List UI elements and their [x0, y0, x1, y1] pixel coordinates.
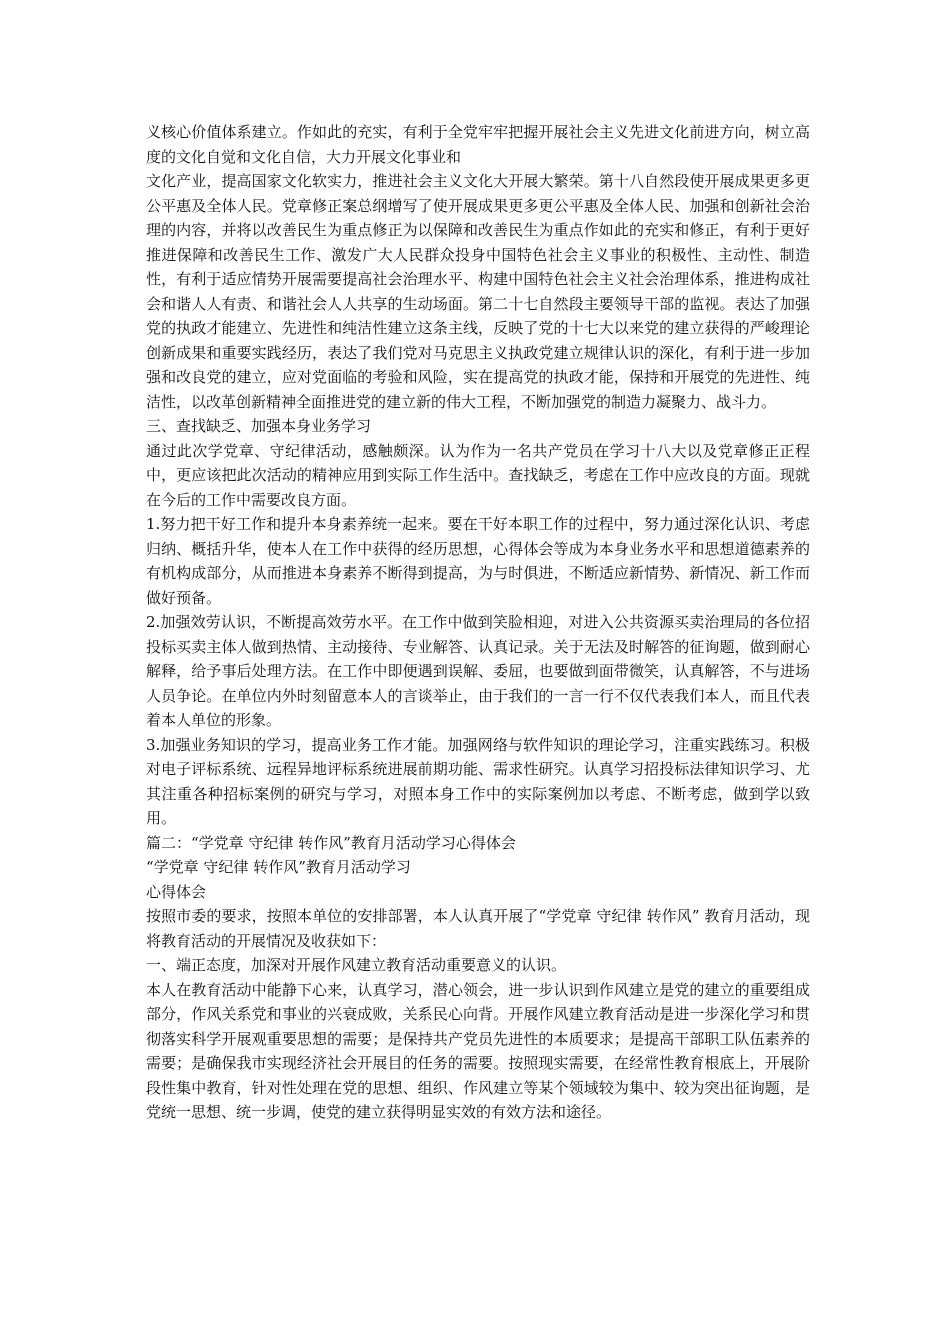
list-item-3: 3.加强业务知识的学习，提高业务工作才能。加强网络与软件知识的理论学习，注重实践练习。积极对电子评标系统、远程异地评标系统进展前期功能、需求性研究。认真学习招投标法律知识学习、尤其注重各种招标案例的研究与学习，对照本身工作中的实际案例加以考虑、不断考虑，做到学以致用。 [146, 735, 810, 827]
article-subtitle: 心得体会 [146, 882, 207, 901]
list-item-2: 2.加强效劳认识，不断提高效劳水平。在工作中做到笑脸相迎，对进入公共资源买卖治理局的各位招投标买卖主体人做到热情、主动接待、专业解答、认真记录。关于无法及时解答的征询题，做到耐心解释，给予事后处理方法。在工作中即便遇到误解、委屈，也要做到面带微笑，认真解答，不与进场人员争论。在单位内外时刻留意本人的言谈举止，由于我们的一言一行不仅代表我们本人，而且代表着本人单位的形象。 [146, 613, 810, 729]
article-title: “学党章 守纪律 转作风”教育月活动学习 [146, 858, 411, 876]
section-heading-1: 一、端正态度，加深对开展作风建立教育活动重要意义的认识。 [146, 956, 567, 974]
section-heading-3: 三、查找缺乏、加强本身业务学习 [146, 417, 372, 435]
paragraph-culture-industry: 文化产业，提高国家文化软实力，推进社会主义文化大开展大繁荣。第十八自然段使开展成果更多更公平惠及全体人民。党章修正案总纲增写了使开展成果更多更公平惠及全体人民、加强和创新社会治理的内容，并将以改善民生为重点修正为以保障和改善民生为重点作如此的充实和修正，有利于更好推进保障和改善民生工作、激发广大人民群众投身中国特色社会主义事业的积极性、主动性、制造性，有利于适应情势开展需要提高社会治理水平、构建中国特色社会主义社会治理体系，推进构成社会和谐人人有责、和谐社会人人共享的生动场面。第二十七自然段主要领导干部的监视。表达了加强党的执政才能建立、先进性和纯洁性建立这条主线，反映了党的十七大以来党的建立获得的严峻理论创新成果和重要实践经历，表达了我们党对马克思主义执政党建立规律认识的深化，有利于进一步加强和改良党的建立，应对党面临的考验和风险，实在提高党的执政才能，保持和开展党的先进性、纯洁性，以改革创新精神全面推进党的建立新的伟大工程，不断加强党的制造力凝聚力、战斗力。 [146, 172, 810, 411]
part-two-heading: 篇二：“学党章 守纪律 转作风”教育月活动学习心得体会 [146, 833, 516, 852]
paragraph-education-body: 本人在教育活动中能静下心来，认真学习，潜心领会，进一步认识到作风建立是党的建立的重要组成部分，作风关系党和事业的兴衰成败，关系民心向背。开展作风建立教育活动是进一步深化学习和贯彻落实科学开展观重要思想的需要；是保持共产党员先进性的本质要求；是提高干部职工队伍素养的需要；是确保我市实现经济社会开展目的任务的需要。按照现实需要，在经常性教育根底上，开展阶段性集中教育，针对性处理在党的思想、组织、作风建立等某个领域较为集中、较为突出征询题，是党统一思想、统一步调，使党的建立获得明显实效的有效方法和途径。 [146, 980, 810, 1121]
paragraph-activity-feelings: 通过此次学党章、守纪律活动，感触颇深。认为作为一名共产党员在学习十八大以及党章修正正程中，更应该把此次活动的精神应用到实际工作生活中。查找缺乏，考虑在工作中应改良的方面。现就在今后的工作中需要改良方面。 [146, 441, 810, 509]
paragraph-intro-continuation: 义核心价值体系建立。作如此的充实，有利于全党牢牢把握开展社会主义先进文化前进方向，树立高度的文化自觉和文化自信，大力开展文化事业和 [146, 123, 810, 166]
document-body [146, 120, 810, 1125]
paragraph-opening: 按照市委的要求，按照本单位的安排部署，本人认真开展了“学党章 守纪律 转作风” 教育月活动，现将教育活动的开展情况及收获如下： [146, 907, 810, 950]
list-item-1: 1.努力把干好工作和提升本身素养统一起来。要在干好本职工作的过程中，努力通过深化认识、考虑归纳、概括升华，使本人在工作中获得的经历思想，心得体会等成为本身业务水平和思想道德素养的有机构成部分，从而推进本身素养不断得到提高，为与时俱进，不断适应新情势、新情况、新工作而做好预备。 [146, 515, 810, 607]
